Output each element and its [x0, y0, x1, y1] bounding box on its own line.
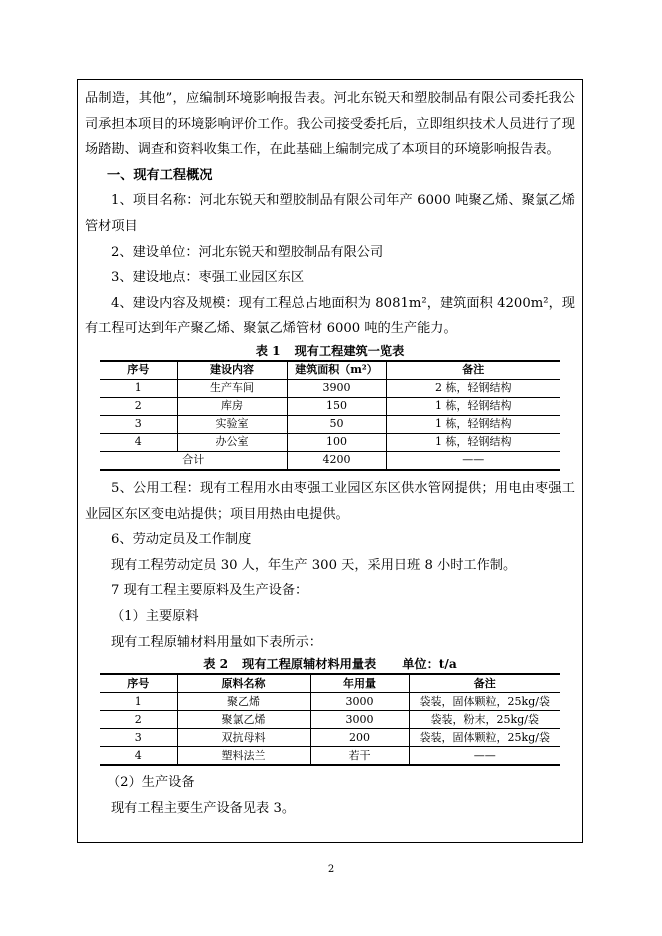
item-construction-site: 3、建设地点：枣强工业园区东区 [111, 270, 305, 286]
table-cell: 3900 [287, 379, 386, 397]
table-cell: 3 [100, 729, 177, 747]
item-materials-intro: 现有工程原辅材料用量如下表所示： [111, 634, 322, 650]
document-body [85, 86, 575, 821]
table2-label: 表 2 [203, 657, 229, 672]
table1-title: 现有工程建筑一览表 [294, 343, 405, 358]
table-row [100, 415, 560, 433]
item-utilities: 5、公用工程：现有工程用水由枣强工业园区东区供水管网提供；用电由枣强工业园区东区变电站提供；项目用热由电提供。 [85, 480, 575, 522]
table-cell: 1 栋，轻钢结构 [386, 415, 560, 433]
table-cell: 2 [100, 711, 177, 729]
table-row [100, 729, 560, 747]
item-staffing-heading: 6、劳动定员及工作制度 [111, 532, 252, 548]
table-row [100, 747, 560, 766]
table2-header-cell: 备注 [409, 674, 560, 693]
table2-title: 现有工程原辅材料用量表 [242, 657, 377, 672]
table-row [100, 711, 560, 729]
table-cell: 实验室 [177, 415, 287, 433]
table-cell: 袋装，固体颗粒，25kg/袋 [409, 693, 560, 711]
table2-header-cell: 年用量 [310, 674, 409, 693]
item-scale: 4、建设内容及规模：现有工程总占地面积为 8081m²，建筑面积 4200m²，现有工程可达到年产聚乙烯、聚氯乙烯管材 6000 吨的生产能力。 [85, 295, 575, 337]
table1-label: 表 1 [255, 343, 281, 358]
table-row [100, 397, 560, 415]
table2-unit: 单位：t/a [402, 657, 457, 672]
table-cell: 合计 [100, 451, 287, 470]
page-number: 2 [327, 864, 335, 875]
table-row [100, 693, 560, 711]
table-cell: 袋装，固体颗粒，25kg/袋 [409, 729, 560, 747]
table-cell: 100 [287, 433, 386, 451]
table1-header-cell: 备注 [386, 361, 560, 380]
table-cell: 4 [100, 747, 177, 766]
table-cell: 3 [100, 415, 177, 433]
table-cell: 双抗母料 [177, 729, 310, 747]
intro-paragraph: 品制造，其他”，应编制环境影响报告表。河北东锐天和塑胶制品有限公司委托我公司承担本项目的环境影响评价工作。我公司接受委托后，立即组织技术人员进行了现场踏勘、调查和资料收集工作，在此基础上编制完成了本项目的环境影响报告表。 [85, 91, 575, 158]
item-equipment-heading: （2）生产设备 [107, 775, 195, 791]
table-cell: 1 栋，轻钢结构 [386, 433, 560, 451]
table2-header-row [100, 674, 560, 693]
table-cell: 4 [100, 433, 177, 451]
table-cell: 1 [100, 693, 177, 711]
table-cell: 聚乙烯 [177, 693, 310, 711]
table-cell: 1 栋，轻钢结构 [386, 397, 560, 415]
table-cell: 若干 [310, 747, 409, 766]
table-row [100, 433, 560, 451]
item-materials-sub: （1）主要原料 [111, 608, 199, 624]
table1-header-cell: 建设内容 [177, 361, 287, 380]
item-equipment-text: 现有工程主要生产设备见表 3。 [111, 800, 296, 816]
item-construction-unit: 2、建设单位：河北东锐天和塑胶制品有限公司 [111, 244, 384, 260]
table-row [100, 379, 560, 397]
table-cell: 50 [287, 415, 386, 433]
table-cell: 聚氯乙烯 [177, 711, 310, 729]
table-cell: —— [386, 451, 560, 470]
table-cell: —— [409, 747, 560, 766]
table-cell: 生产车间 [177, 379, 287, 397]
table2 [100, 673, 560, 766]
table-cell: 3000 [310, 711, 409, 729]
table-cell: 塑料法兰 [177, 747, 310, 766]
table1-caption [85, 343, 575, 360]
item-materials-heading: 7 现有工程主要原料及生产设备： [111, 583, 309, 599]
item-project-name: 1、项目名称：河北东锐天和塑胶制品有限公司年产 6000 吨聚乙烯、聚氯乙烯管材项目 [85, 193, 575, 234]
table-cell: 1 [100, 379, 177, 397]
table-cell: 2 栋，轻钢结构 [386, 379, 560, 397]
table2-caption [85, 656, 575, 673]
table1 [100, 360, 560, 471]
table-cell: 库房 [177, 397, 287, 415]
table2-header-cell: 序号 [100, 674, 177, 693]
table-cell: 袋装，粉末，25kg/袋 [409, 711, 560, 729]
table-cell: 200 [310, 729, 409, 747]
table1-header-row [100, 361, 560, 380]
table1-total-row [100, 451, 560, 470]
table-cell: 3000 [310, 693, 409, 711]
table1-header-cell: 建筑面积（m²） [287, 361, 386, 380]
table-cell: 4200 [287, 451, 386, 470]
table-cell: 2 [100, 397, 177, 415]
section-title: 一、现有工程概况 [107, 167, 213, 183]
item-staffing-text: 现有工程劳动定员 30 人，年生产 300 天，采用日班 8 小时工作制。 [111, 557, 517, 573]
table-cell: 办公室 [177, 433, 287, 451]
table1-header-cell: 序号 [100, 361, 177, 380]
table-cell: 150 [287, 397, 386, 415]
table2-header-cell: 原料名称 [177, 674, 310, 693]
